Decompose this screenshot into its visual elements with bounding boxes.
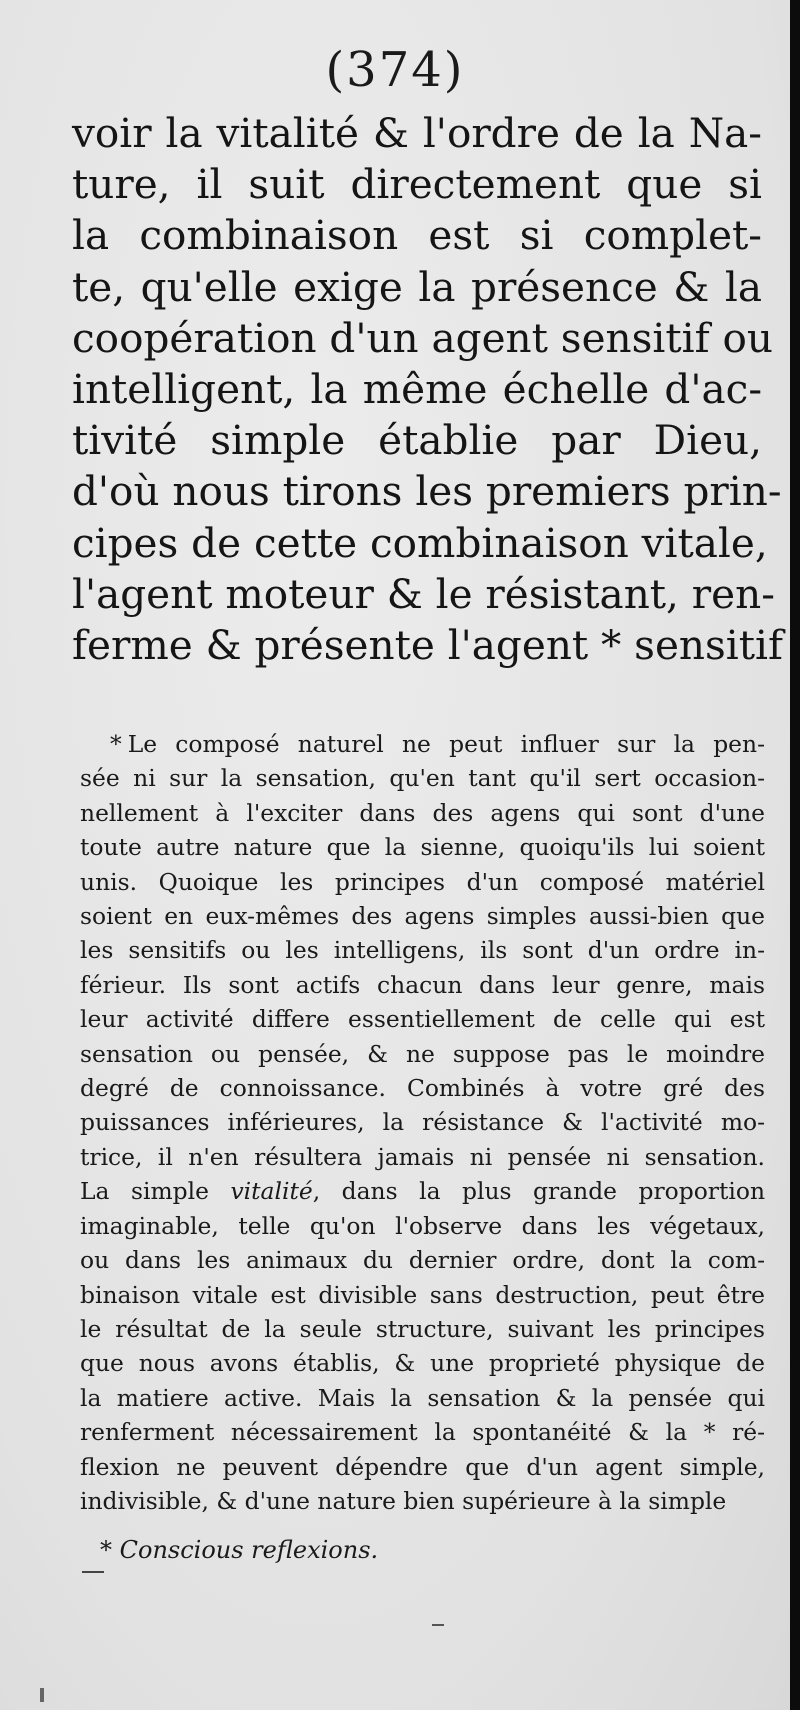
subnote: * Conscious reflexions.	[100, 1536, 379, 1564]
footnote-line: nellement à l'exciter dans des agens qui sont d'une	[80, 798, 765, 827]
footnote-line: leur activité differe essentiellement de celle qui est	[80, 1005, 765, 1034]
footnote-text: La simple	[80, 1177, 209, 1206]
main-text-line: te, qu'elle exige la présence & la	[72, 262, 762, 311]
main-text-block	[72, 108, 783, 671]
footnote-line: imaginable, telle qu'on l'observe dans les végetaux,	[80, 1211, 765, 1240]
footnote-line: puissances inférieures, la résistance & l'activité mo-	[80, 1108, 765, 1137]
main-text-line: d'où nous tirons les premiers prin-	[72, 467, 782, 516]
page-number: (374)	[325, 42, 465, 98]
footnote-italic-term: vitalité	[230, 1177, 313, 1206]
footnote-rule	[82, 1571, 104, 1573]
footnote-text: , dans la plus grande proportion	[312, 1177, 766, 1206]
footnote-block	[80, 727, 765, 1518]
footnote-line: ou dans les animaux du dernier ordre, dont la com-	[80, 1246, 765, 1275]
footnote-line: le résultat de la seule structure, suivant les principes	[80, 1314, 765, 1343]
footnote-line: sensation ou pensée, & ne suppose pas le moindre	[80, 1039, 765, 1068]
footnote-line: férieur. Ils sont actifs chacun dans leur genre, mais	[80, 970, 765, 999]
main-text-line: ferme & présente l'agent * sensitif	[72, 621, 783, 670]
main-text-line: ture, il suit directement que si	[72, 160, 762, 209]
footnote-line: la matiere active. Mais la sensation & la pensée qui	[80, 1383, 765, 1412]
footnote-line: renferment nécessairement la spontanéité & la * ré-	[80, 1418, 765, 1447]
footnote-line	[80, 727, 765, 761]
ink-speck	[40, 1688, 44, 1702]
footnote-line: degré de connoissance. Combinés à votre gré des	[80, 1074, 765, 1103]
footnote-line	[80, 1174, 765, 1208]
footnote-text: Le composé naturel ne peut influer sur la pen-	[127, 730, 765, 758]
footnote-line: soient en eux-mêmes des agens simples aussi-bien que	[80, 902, 765, 931]
footnote-line: indivisible, & d'une nature bien supérieure à la simple	[80, 1486, 727, 1515]
footnote-line: que nous avons établis, & une proprieté physique de	[80, 1349, 765, 1378]
footnote-line: sée ni sur la sensation, qu'en tant qu'il sert occasion-	[80, 764, 765, 793]
footnote-line: toute autre nature que la sienne, quoiqu'ils lui soient	[80, 833, 765, 862]
main-text-line: cipes de cette combinaison vitale,	[72, 518, 768, 567]
ink-dash	[432, 1624, 444, 1626]
main-text-line: intelligent, la même échelle d'ac-	[72, 365, 762, 414]
main-text-line: tivité simple établie par Dieu,	[72, 416, 762, 465]
footnote-line: binaison vitale est divisible sans destruction, peut être	[80, 1280, 765, 1309]
main-text-line: la combinaison est si complet-	[72, 211, 762, 260]
footnote-line: unis. Quoique les principes d'un composé matériel	[80, 867, 765, 896]
footnote-marker: *	[110, 730, 122, 758]
main-text-line: voir la vitalité & l'ordre de la Na-	[72, 109, 762, 157]
scan-border	[790, 0, 800, 1710]
main-text-line: coopération d'un agent sensitif ou	[72, 313, 773, 362]
main-text-line: l'agent moteur & le résistant, ren-	[72, 569, 775, 618]
footnote-line: flexion ne peuvent dépendre que d'un agent simple,	[80, 1452, 765, 1481]
footnote-line: trice, il n'en résultera jamais ni pensée ni sensation.	[80, 1142, 765, 1171]
footnote-line: les sensitifs ou les intelligens, ils sont d'un ordre in-	[80, 936, 765, 965]
